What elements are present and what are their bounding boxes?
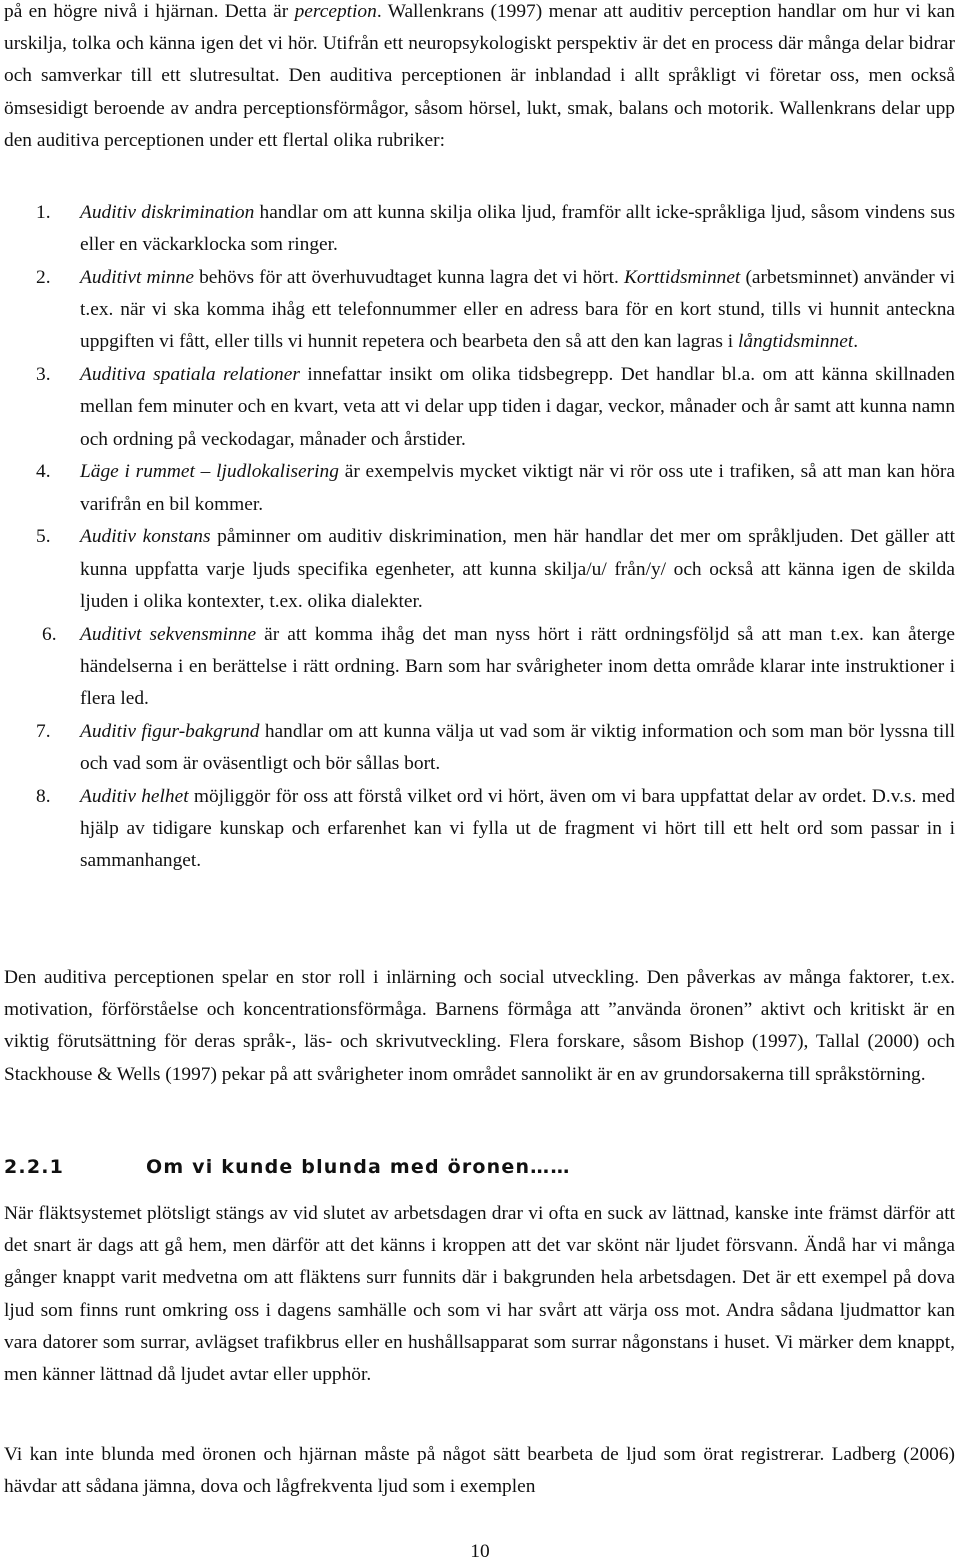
section-heading <box>4 1151 571 1183</box>
list-item-term: Auditiv diskrimination <box>80 202 255 223</box>
intro-paragraph <box>4 0 955 157</box>
list-item-number: 2. <box>36 267 51 288</box>
list-item <box>4 716 955 780</box>
list-item-text: handlar om att kunna skilja olika ljud, framför allt icke-språkliga ljud, såsom vindens sus eller en väckarklocka som ringer. <box>80 202 956 256</box>
intro-text-2: . Wallenkrans (1997) menar att auditiv perception handlar om hur vi kan urskilja, tolka och känna igen det vi hör. Utifrån ett neuropsykologiskt perspektiv är det en process där många delar bidrar och samverkar till ett slutresultat. Den auditiva perceptionen är inblandad i allt språkligt vi företar oss, men också ömsesidigt beroende av andra perceptionsförmågor, såsom hörsel, lukt, smak, balans och motorik. Wallenkrans delar upp den auditiva perceptionen under ett flertal olika rubriker: <box>4 1 955 151</box>
section-paragraph-2: Vi kan inte blunda med öronen och hjärnan måste på något sätt bearbeta de ljud som örat registrerar. Ladberg (2006) hävdar att sådana jämna, dova och lågfrekventa ljud som i exemplen <box>4 1444 955 1498</box>
list-item-term: Auditiv figur-bakgrund <box>80 720 260 742</box>
list-item-term: Auditiv konstans <box>80 526 211 548</box>
list-item-number: 6. <box>42 623 57 645</box>
list-item-number: 7. <box>36 720 51 742</box>
list-item <box>4 197 955 261</box>
list-item-term: Auditivt sekvensminne <box>80 623 257 645</box>
list-item-number: 4. <box>36 461 51 483</box>
section-title: Om vi kunde blunda med öronen…… <box>146 1156 571 1178</box>
section-paragraph-1: När fläktsystemet plötsligt stängs av vid slutet av arbetsdagen drar vi ofta en suck av lättnad, kanske inte främst därför att det snart är dags att gå hem, men därför att det känns i kroppen att det var skönt när ljudet försvann. Ändå har vi många gånger knappt varit medvetna om att fläktens surr funnits där i bakgrunden hela arbetsdagen. Det är ett exempel på dova ljud som finns runt omkring oss i dagens samhälle och som vi har svårt att värja oss mot. Andra sådana ljudmattor kan vara datorer som surrar, avlägset trafikbrus eller en hushållsapparat som surrar någonstans i huset. Vi märker dem knappt, men känner lättnad då ljudet avtar eller upphör. <box>4 1203 955 1386</box>
list-item-text: (arbetsminnet) använder vi t.ex. när vi ska komma ihåg ett telefonnummer eller en adress bara för en kort stund, tills vi hunnit anteckna uppgiften vi fått, eller tills vi hunnit repetera och bearbeta den så att den kan lagras i <box>80 267 955 353</box>
list-item-text: är att komma ihåg det man nyss hört i rätt ordningsföljd så att man t.ex. kan återge händelserna i en berättelse i rätt ordning. Barn som har svårigheter inom detta område klarar inte instruktioner i flera led. <box>80 623 955 710</box>
list-item-text: behövs för att överhuvudtaget kunna lagra det vi hört. <box>193 267 624 288</box>
list-item <box>4 262 955 359</box>
list-item-text: påminner om auditiv diskrimination, men här handlar det mer om språkljuden. Det gäller att kunna uppfatta varje ljuds specifika egenheter, att kunna skilja/u/ från/y/ och också att känna igen de skilda ljuden i olika kontexter, t.ex. olika dialekter. <box>80 526 955 612</box>
list-item-term: Auditivt minne <box>80 267 194 288</box>
list-item-number: 3. <box>36 364 51 386</box>
list-item-number: 8. <box>36 785 51 807</box>
list-item <box>4 619 955 716</box>
list-item-text: möjliggör för oss att förstå vilket ord vi hört, även om vi bara uppfattat delar av ordet. D.v.s. med hjälp av tidigare kunskap och erfarenhet kan vi fylla ut de fragment vi hört till ett helt ord som passar in i sammanhanget. <box>80 785 956 872</box>
perception-list <box>4 197 955 878</box>
list-item <box>4 521 955 618</box>
list-item-text: är exempelvis mycket viktigt när vi rör oss ute i trafiken, så att man kan höra varifrån en bil kommer. <box>80 461 955 515</box>
list-item-term: Auditiv helhet <box>80 785 189 807</box>
list-item <box>4 781 955 878</box>
list-item-number: 1. <box>36 202 51 223</box>
section-number: 2.2.1 <box>4 1156 65 1178</box>
list-item-term: Auditiva spatiala relationer <box>80 364 300 386</box>
list-item-text: innefattar insikt om olika tidsbegrepp. Det handlar bl.a. om att känna skillnaden mellan fem minuter och en kvart, veta att vi delar upp tiden i dagar, veckor, månader och år samt att kunna namn och ordning på veckodagar, månader och årstider. <box>80 364 956 450</box>
list-item-term: Korttidsminnet <box>623 267 741 288</box>
list-item-text: . <box>853 331 859 353</box>
list-item-term: långtidsminnet <box>737 331 854 353</box>
list-item <box>4 456 955 520</box>
intro-emphasis-perception: perception <box>294 1 377 22</box>
list-item-term: Läge i rummet – ljudlokalisering <box>80 461 339 483</box>
list-item <box>4 359 955 456</box>
page-number: 10 <box>470 1541 490 1562</box>
intro-text-1: på en högre nivå i hjärnan. Detta är <box>4 1 295 22</box>
list-item-text: handlar om att kunna välja ut vad som är viktig information och som man bör lyssna till och vad som är oväsentligt och bör sållas bort. <box>80 720 955 775</box>
after-list-paragraph: Den auditiva perceptionen spelar en stor roll i inlärning och social utveckling. Den påverkas av många faktorer, t.ex. motivation, förförståelse och koncentrationsförmåga. Barnens förmåga att ”använda öronen” aktivt och kritiskt är en viktig förutsättning för deras språk-, läs- och skrivutveckling. Flera forskare, såsom Bishop (1997), Tallal (2000) och Stackhouse & Wells (1997) pekar på att svårigheter inom området sannolikt är en av grundorsakerna till språkstörning. <box>4 967 955 1085</box>
list-item-number: 5. <box>36 526 51 548</box>
